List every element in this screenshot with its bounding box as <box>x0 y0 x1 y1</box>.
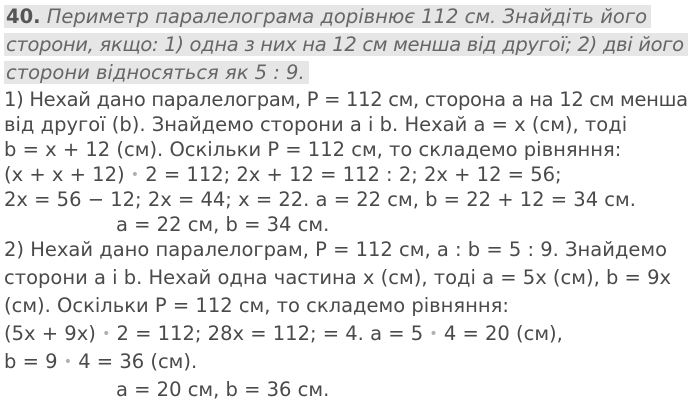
solution2-line-5 <box>4 348 197 376</box>
solution1-line-3: b = х + 12 (см). Оскільки Р = 112 см, то складемо рівняння: <box>4 138 622 161</box>
problem-text-3: сторони відносяться як 5 : 9. <box>4 61 309 84</box>
multiply-dot: • <box>130 167 140 183</box>
solution2-equation-part-a: (5х + 9х) <box>4 322 96 345</box>
solution2-equation-part-c: 4 = 20 (см), <box>443 322 563 345</box>
problem-number: 40. <box>6 5 41 28</box>
solution1-answer: а = 22 см, b = 34 см. <box>116 213 330 236</box>
solution2-line-4 <box>4 320 563 348</box>
problem-line-3 <box>4 59 309 87</box>
multiply-dot: • <box>429 326 438 342</box>
problem-line-1 <box>4 3 651 31</box>
solution2-answer: а = 20 см, b = 36 см. <box>116 378 330 401</box>
solution1-line-5: 2х = 56 − 12; 2х = 44; х = 22. а = 22 см, b = 22 + 12 = 34 см. <box>4 188 636 211</box>
solution2-line-2: сторони а і b. Нехай одна частина х (см), тоді а = 5х (см), b = 9х <box>4 266 672 289</box>
solution2-b-part-a: b = 9 <box>4 350 58 373</box>
solution1-equation-part-b: 2 = 112; 2х + 12 = 112 : 2; 2х + 12 = 56; <box>145 163 562 186</box>
solution1-equation-part-a: (х + х + 12) <box>4 163 125 186</box>
multiply-dot: • <box>102 326 111 342</box>
problem-text-1: Периметр паралелограма дорівнює 112 см. Знайдіть його <box>46 5 648 28</box>
problem-text-2: сторони, якщо: 1) одна з них на 12 см менша від другої; 2) дві його <box>4 33 688 56</box>
solution2-line-3: (см). Оскільки Р = 112 см, то складемо рівняння: <box>4 294 509 317</box>
solution2-b-part-b: 4 = 36 (см). <box>78 350 198 373</box>
problem-line-2 <box>4 31 688 59</box>
solution1-line-4 <box>4 161 562 189</box>
solution1-line-1: 1) Нехай дано паралелограм, Р = 112 см, сторона а на 12 см менша <box>4 88 688 111</box>
problem-highlight <box>4 5 651 28</box>
solution2-equation-part-b: 2 = 112; 28х = 112; = 4. а = 5 <box>116 322 424 345</box>
multiply-dot: • <box>63 354 72 370</box>
solution2-line-1: 2) Нехай дано паралелограм, Р = 112 см, а : b = 5 : 9. Знайдемо <box>4 238 668 261</box>
solution1-line-2: від другої (b). Знайдемо сторони а і b. Нехай а = х (см), тоді <box>4 113 628 136</box>
